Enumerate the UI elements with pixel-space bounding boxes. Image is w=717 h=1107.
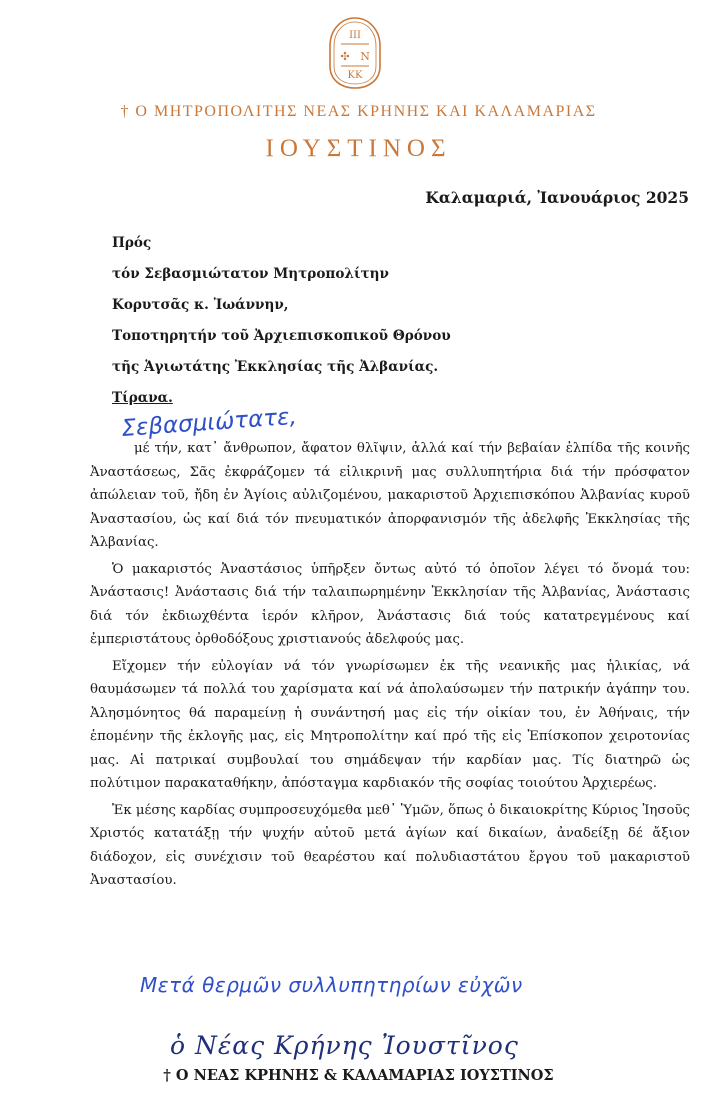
letterhead-title: † Ο ΜΗΤΡΟΠΟΛΙΤΗΣ ΝΕΑΣ ΚΡΗΝΗΣ ΚΑΙ ΚΑΛΑΜΑΡΙΑΣ — [120, 103, 597, 120]
place-date: Καλαμαριά, Ἰανουάριος 2025 — [425, 188, 689, 207]
recipient-line: τῆς Ἁγιωτάτης Ἐκκλησίας τῆς Ἀλβανίας. — [112, 359, 439, 375]
svg-text:Ν: Ν — [360, 50, 370, 63]
svg-text:ΚΚ: ΚΚ — [347, 70, 363, 81]
body-paragraph: Ὁ μακαριστός Ἀναστάσιος ὑπῆρξεν ὄντως αὐτό τό ὁποῖον λέγει τό ὄνομά του: Ἀνάστασις! Ἀνάστασις διά τήν ταλαιπωρημένην Ἐκκλησίαν τῆς Ἀλβανίας, Ἀνάστασις διά τόν ἐκδιωχθέντα ἱερόν κλῆρον, Ἀνάστασις διά τούς κατατρεγμένους καί ἐμπεριστάτους ὀρθοδόξους χριστιανούς ἀδελφούς μας. — [90, 561, 690, 647]
salutation-text: Σεβασμιώτατε, — [120, 403, 298, 442]
body-paragraph: μέ τήν, κατ᾿ ἄνθρωπον, ἄφατον θλῖψιν, ἀλλά καί τήν βεβαίαν ἐλπίδα τῆς κοινῆς Ἀναστάσεως, Σᾶς ἐκφράζομεν τά εἰλικρινῆ μας συλλυπητήρια διά τήν πρόσφατον ἀπώλειαν τοῦ, ἤδη ἐν Ἁγίοις αὐλιζομένου, μακαριστοῦ Ἀρχιεπισκόπου Ἀλβανίας κυροῦ Ἀναστασίου, ὡς καί διά τόν πνευματικόν ἀπορφανισμόν τῆς ἀδελφῆς Ἐκκλησίας τῆς Ἀλβανίας. — [90, 441, 690, 550]
handwritten-signature — [168, 1020, 568, 1066]
recipient-address — [112, 228, 451, 414]
svg-text:ΙΙΙ: ΙΙΙ — [349, 30, 361, 41]
body-paragraph: Εἴχομεν τήν εὐλογίαν νά τόν γνωρίσωμεν ἐκ τῆς νεανικῆς μας ἡλικίας, νά θαυμάσωμεν τά πολλά του χαρίσματα καί νά ἀπολαύσωμεν τήν πατρικήν ἀγάπην του. Ἀλησμόνητος θά παραμείνῃ ἡ συνάντησή μας εἰς τήν οἰκίαν του, ἐν Ἀθήναις, τήν ἑπομένην τῆς ἐκλογῆς μας, εἰς Μητροπολίτην καί πρό τῆς εἰς Ἐπίσκοπον χειροτονίας μας. Αἱ πατρικαί συμβουλαί του σημάδεψαν τήν καρδίαν μας. Τίς διατηρῶ ὡς πολύτιμον παρακαταθήκην, ἀπόσταγμα καρδιακόν τῆς σοφίας τοιούτου Ἀρχιερέως. — [90, 658, 690, 791]
svg-text:✣: ✣ — [340, 50, 350, 63]
body-paragraph: Ἐκ μέσης καρδίας συμπροσευχόμεθα μεθ᾿ Ὑμῶν, ὅπως ὁ δικαιοκρίτης Κύριος Ἰησοῦς Χριστός κατατάξῃ τήν ψυχήν αὐτοῦ μετά ἁγίων καί δικαίων, ἀναδείξῃ δέ ἄξιον διάδοχον, εἰς συνέχισιν τοῦ θεαρέστου καί πολυδιαστάτου ἔργου τοῦ μακαριστοῦ Ἀναστασίου. — [90, 802, 690, 888]
monogram-seal-icon — [327, 16, 383, 90]
recipient-line: Πρός — [112, 235, 152, 251]
recipient-line: Τοποτηρητήν τοῦ Ἀρχιεπισκοπικοῦ Θρόνου — [112, 328, 451, 344]
recipient-line: τόν Σεβασμιώτατον Μητροπολίτην — [112, 266, 389, 282]
letter-body — [90, 437, 690, 896]
closing-text: Μετά θερμῶν συλλυπητηρίων εὐχῶν — [140, 973, 523, 997]
recipient-line: Κορυτσᾶς κ. Ἰωάννην, — [112, 297, 289, 313]
recipient-city: Τίρανα. — [112, 390, 173, 406]
signature-block: † Ο ΝΕΑΣ ΚΡΗΝΗΣ & ΚΑΛΑΜΑΡΙΑΣ ΙΟΥΣΤΙΝΟΣ — [163, 1067, 554, 1084]
letterhead-name: ΙΟΥΣΤΙΝΟΣ — [265, 135, 452, 162]
handwritten-closing — [138, 962, 638, 1002]
signature-text: ὁ Νέας Κρήνης Ἰουστῖνος — [170, 1031, 519, 1060]
